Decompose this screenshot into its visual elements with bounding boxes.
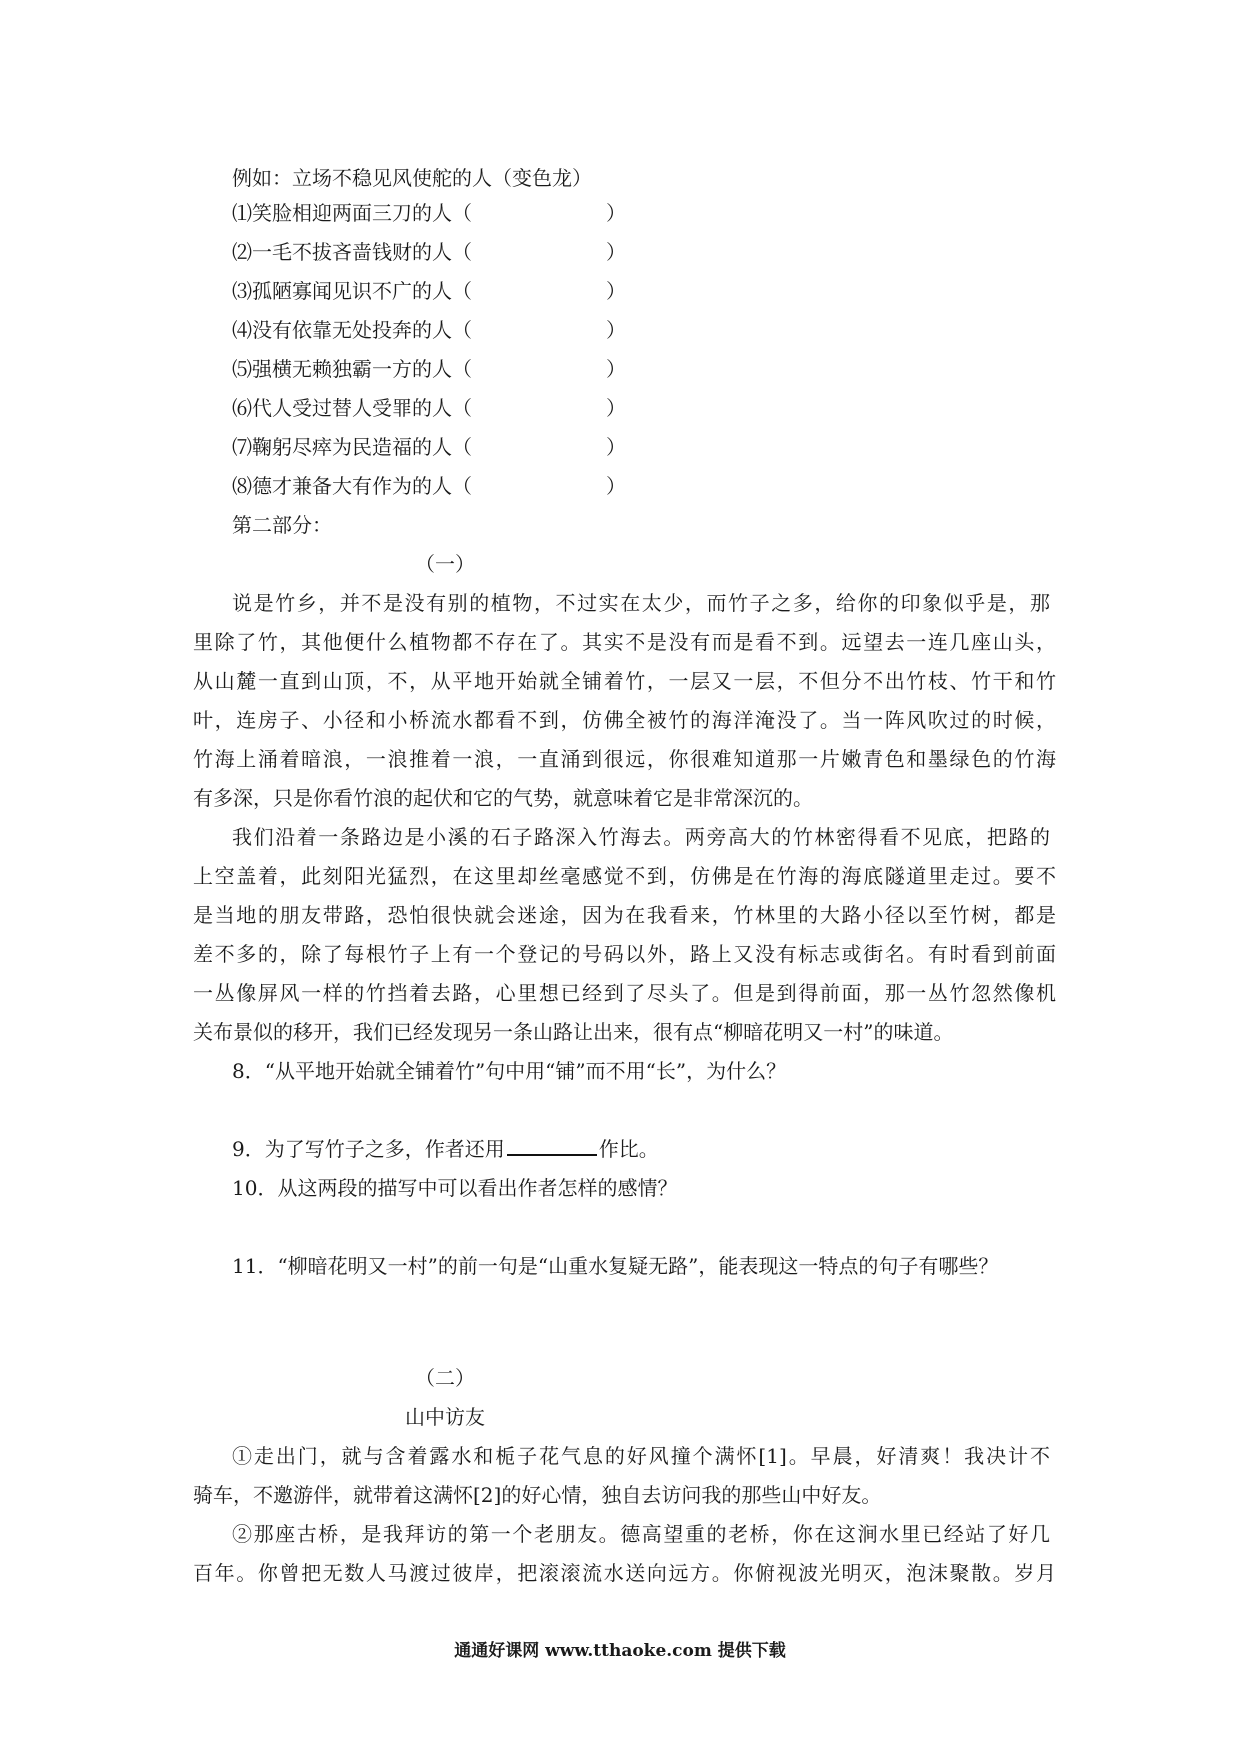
- article-title: 山中访友: [405, 1405, 485, 1429]
- idiom-label: ⑺鞠躬尽瘁为民造福的人（: [232, 435, 472, 459]
- part-heading: 第二部分：: [232, 513, 332, 537]
- text-line: 一丛像屏风一样的竹挡着去路，心里想已经到了尽头了。但是到得前面，那一丛竹忽然像机: [193, 981, 1056, 1005]
- text-line: 叶，连房子、小径和小桥流水都看不到，仿佛全被竹的海洋淹没了。当一阵风吹过的时候，: [193, 708, 1056, 732]
- idiom-label: ⑻德才兼备大有作为的人（: [232, 474, 472, 498]
- idiom-close-paren: ）: [606, 435, 626, 459]
- text-line: 有多深，只是你看竹浪的起伏和它的气势，就意味着它是非常深沉的。: [193, 786, 813, 810]
- section-one-title: （一）: [415, 552, 475, 576]
- text-line: 关布景似的移开，我们已经发现另一条山路让出来，很有点“柳暗花明又一村”的味道。: [193, 1020, 954, 1044]
- example-line: 例如：立场不稳见风使舵的人（变色龙）: [232, 166, 592, 190]
- text-line: ①走出门，就与含着露水和栀子花气息的好风撞个满怀[1]。早晨，好清爽！我决计不: [232, 1444, 1050, 1468]
- text-line: 骑车，不邀游伴，就带着这满怀[2]的好心情，独自去访问我的那些山中好友。: [193, 1483, 882, 1507]
- text-line: 从山麓一直到山顶，不，从平地开始就全铺着竹，一层又一层，不但分不出竹枝、竹干和竹: [193, 669, 1056, 693]
- idiom-close-paren: ）: [606, 279, 626, 303]
- page-footer: 通通好课网 www.tthaoke.com 提供下载: [454, 1641, 786, 1661]
- idiom-close-paren: ）: [606, 201, 626, 225]
- idiom-close-paren: ）: [606, 396, 626, 420]
- text-line: 竹海上涌着暗浪，一浪推着一浪，一直涌到很远，你很难知道那一片嫩青色和墨绿色的竹海: [193, 747, 1056, 771]
- question-9-text: 9．为了写竹子之多，作者还用: [232, 1137, 505, 1161]
- question-9-text-end: 作比。: [598, 1137, 659, 1161]
- text-line: 我们沿着一条路边是小溪的石子路深入竹海去。两旁高大的竹林密得看不见底，把路的: [232, 825, 1050, 849]
- idiom-label: ⑹代人受过替人受罪的人（: [232, 396, 472, 420]
- question-8: 8．“从平地开始就全铺着竹”句中用“铺”而不用“长”，为什么？: [232, 1059, 787, 1083]
- idiom-label: ⑶孤陋寡闻见识不广的人（: [232, 279, 472, 303]
- text-line: 差不多的，除了每根竹子上有一个登记的号码以外，路上又没有标志或街名。有时看到前面: [193, 942, 1056, 966]
- text-line: 上空盖着，此刻阳光猛烈，在这里却丝毫感觉不到，仿佛是在竹海的海底隧道里走过。要不: [193, 864, 1056, 888]
- section-two-title: （二）: [415, 1366, 475, 1390]
- idiom-close-paren: ）: [606, 240, 626, 264]
- question-9: [232, 1136, 659, 1162]
- text-line: 里除了竹，其他便什么植物都不存在了。其实不是没有而是看不到。远望去一连几座山头，: [193, 630, 1056, 654]
- text-line: ②那座古桥，是我拜访的第一个老朋友。德高望重的老桥，你在这涧水里已经站了好几: [232, 1522, 1050, 1546]
- answer-blank[interactable]: [507, 1136, 597, 1156]
- idiom-label: ⑴笑脸相迎两面三刀的人（: [232, 201, 472, 225]
- idiom-close-paren: ）: [606, 474, 626, 498]
- question-10: 10．从这两段的描写中可以看出作者怎样的感情？: [232, 1176, 678, 1200]
- question-11: 11．“柳暗花明又一村”的前一句是“山重水复疑无路”，能表现这一特点的句子有哪些？: [232, 1254, 999, 1278]
- idiom-label: ⑵一毛不拔吝啬钱财的人（: [232, 240, 472, 264]
- idiom-label: ⑸强横无赖独霸一方的人（: [232, 357, 472, 381]
- text-line: 说是竹乡，并不是没有别的植物，不过实在太少，而竹子之多，给你的印象似乎是，那: [232, 591, 1050, 615]
- idiom-label: ⑷没有依靠无处投奔的人（: [232, 318, 472, 342]
- idiom-close-paren: ）: [606, 357, 626, 381]
- text-line: 百年。你曾把无数人马渡过彼岸，把滚滚流水送向远方。你俯视波光明灭，泡沫聚散。岁月: [193, 1561, 1056, 1585]
- text-line: 是当地的朋友带路，恐怕很快就会迷途，因为在我看来，竹林里的大路小径以至竹树，都是: [193, 903, 1056, 927]
- idiom-close-paren: ）: [606, 318, 626, 342]
